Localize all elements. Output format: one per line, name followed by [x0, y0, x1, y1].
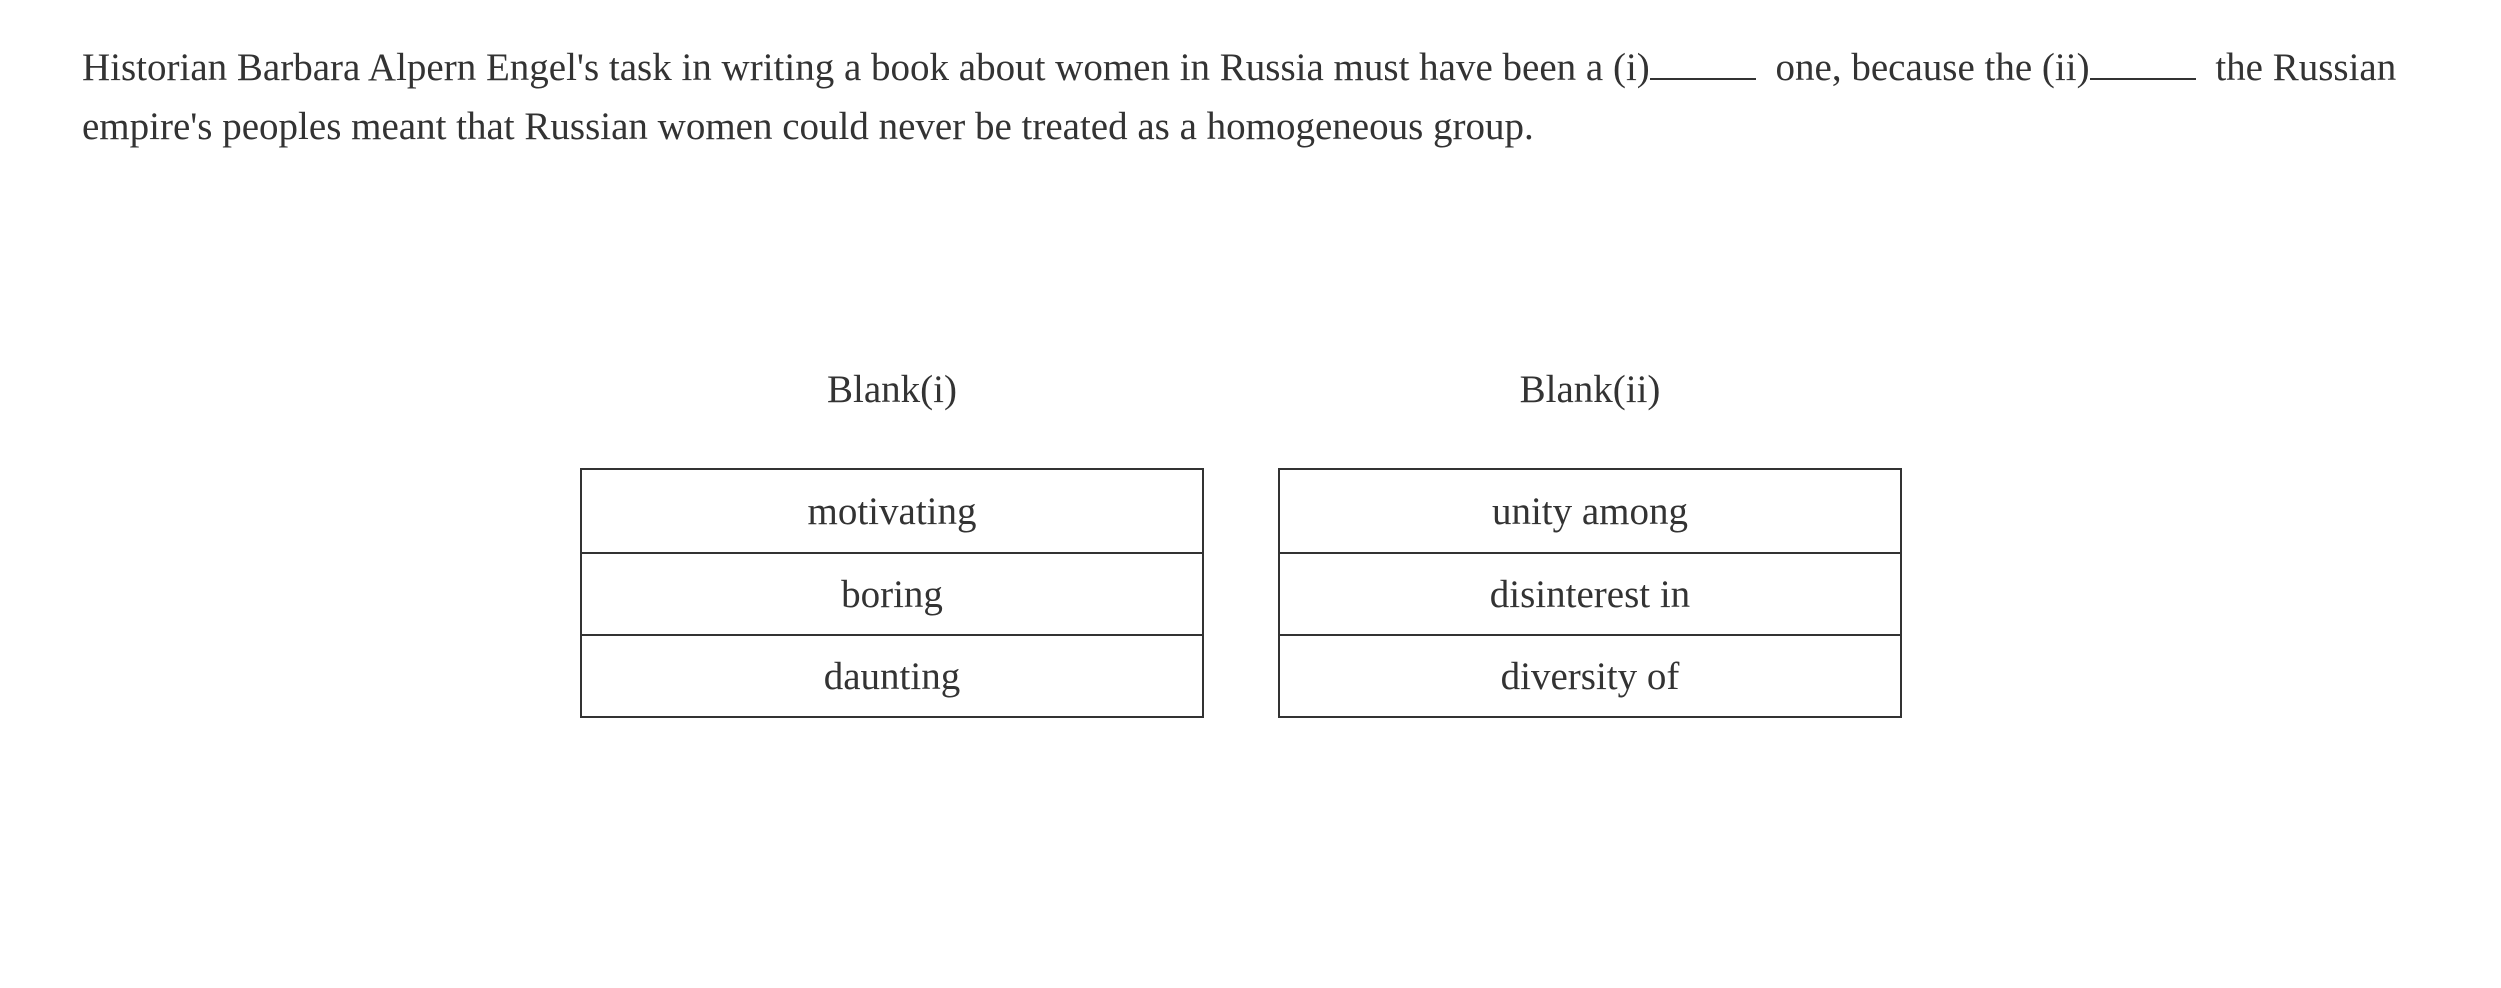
blank-i-choice-group [580, 362, 1204, 718]
blank-ii-line [2090, 77, 2196, 80]
blank-i-option-motivating[interactable]: motivating [807, 489, 977, 533]
blank-ii-option-diversity-of[interactable]: diversity of [1280, 634, 1900, 716]
blank-i-line [1650, 77, 1756, 80]
blank-i-option-boring[interactable]: boring [582, 552, 1202, 634]
blank-i-option-daunting[interactable]: daunting [582, 634, 1202, 716]
question-text-part-3: the Russian empire's peoples meant that Russian women could never be treated as a homogeneous group. [82, 46, 2397, 148]
blank-i-heading: Blank(i) [827, 368, 957, 411]
question-text [82, 38, 2442, 156]
blank-ii-options [1278, 468, 1902, 718]
blank-ii-option-unity-among[interactable]: unity among [1491, 489, 1689, 533]
blank-ii-choice-group [1278, 362, 1902, 718]
question-text-part-2: one, because the (ii) [1765, 46, 2090, 89]
question-text-part-1: Historian Barbara Alpern Engel's task in writing a book about women in Russia must have been a (i) [82, 46, 1650, 89]
blank-i-options [580, 468, 1204, 718]
blank-ii-heading: Blank(ii) [1519, 368, 1661, 411]
blank-ii-option-disinterest-in[interactable]: disinterest in [1280, 552, 1900, 634]
